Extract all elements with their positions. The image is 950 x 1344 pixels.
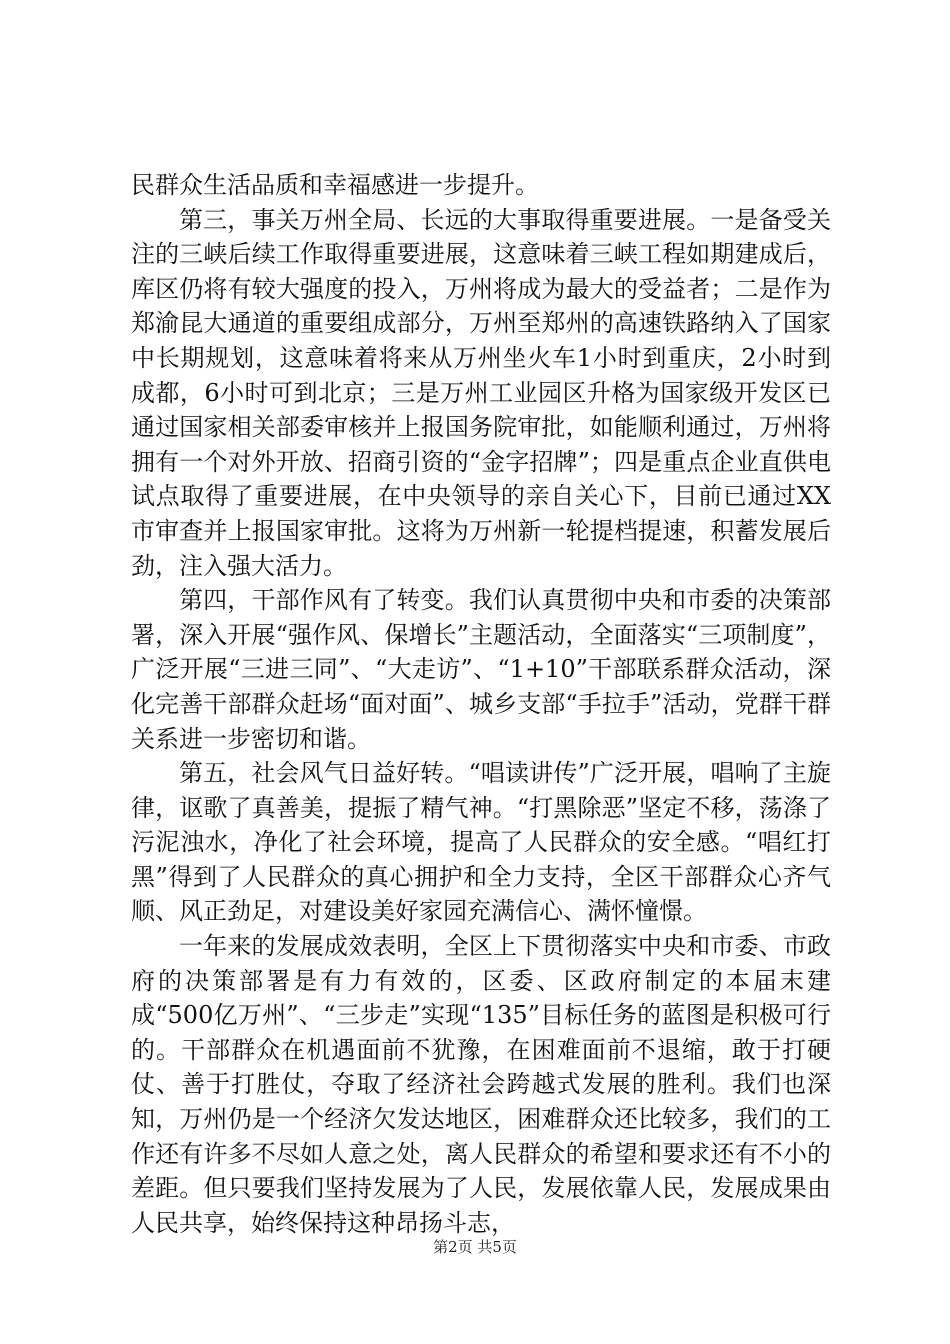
paragraph-fifth-point: 第五，社会风气日益好转。“唱读讲传”广泛开展，唱响了主旋律，讴歌了真善美，提振了精气神。“打黑除恶”坚定不移，荡涤了污泥浊水，净化了社会环境，提高了人民群众的安全感。“唱红打黑”得到了人民群众的真心拥护和全力支持，全区干部群众心齐气顺、风正劲足，对建设美好家园充满信心、满怀憧憬。 — [131, 759, 831, 926]
paragraph-summary: 一年来的发展成效表明，全区上下贯彻落实中央和市委、市政府的决策部署是有力有效的，区委、区政府制定的本届末建成“500亿万州”、“三步走”实现“135”目标任务的蓝图是积极可行的。干部群众在机遇面前不犹豫，在困难面前不退缩，敢于打硬仗、善于打胜仗，夺取了经济社会跨越式发展的胜利。我们也深知，万州仍是一个经济欠发达地区，困难群众还比较多，我们的工作还有许多不尽如人意之处，离人民群众的希望和要求还有不小的差距。但只要我们坚持发展为了人民，发展依靠人民，发展成果由人民共享，始终保持这种昂扬斗志， — [131, 932, 831, 1237]
page-footer — [0, 1236, 950, 1257]
paragraph-continuation: 民群众生活品质和幸福感进一步提升。 — [131, 171, 539, 199]
paragraph-fourth-point: 第四，干部作风有了转变。我们认真贯彻中央和市委的决策部署，深入开展“强作风、保增长”主题活动，全面落实“三项制度”，广泛开展“三进三同”、“大走访”、“1+10”干部联系群众活动，深化完善干部群众赶场“面对面”、城乡支部“手拉手”活动，党群干群关系进一步密切和谐。 — [131, 586, 831, 753]
document-body — [131, 168, 831, 1240]
page-number-label: 第2页 共5页 — [433, 1238, 517, 1256]
paragraph-third-point: 第三，事关万州全局、长远的大事取得重要进展。一是备受关注的三峡后续工作取得重要进展，这意味着三峡工程如期建成后，库区仍将有较大强度的投入，万州将成为最大的受益者；二是作为郑渝昆大通道的重要组成部分，万州至郑州的高速铁路纳入了国家中长期规划，这意味着将来从万州坐火车1小时到重庆，2小时到成都，6小时可到北京；三是万州工业园区升格为国家级开发区已通过国家相关部委审核并上报国务院审批，如能顺利通过，万州将拥有一个对外开放、招商引资的“金字招牌”；四是重点企业直供电试点取得了重要进展，在中央领导的亲自关心下，目前已通过XX市审查并上报国家审批。这将为万州新一轮提档提速，积蓄发展后劲，注入强大活力。 — [131, 205, 831, 580]
